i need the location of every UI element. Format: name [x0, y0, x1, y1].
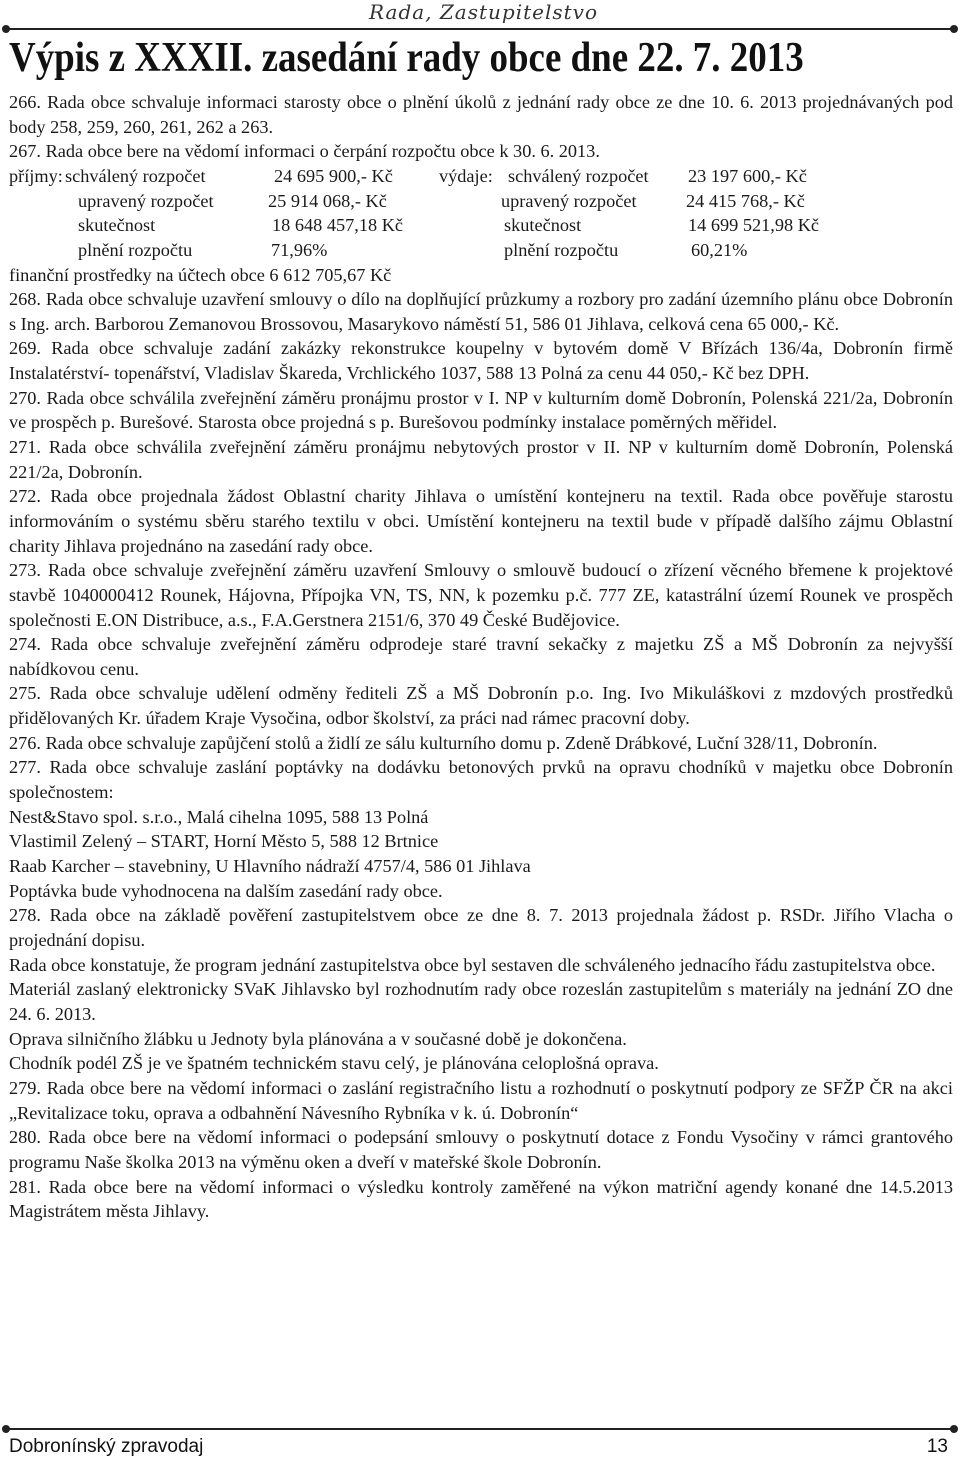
page-title: Výpis z XXXII. zasedání rady obce dne 22. 7. 2013: [9, 35, 804, 81]
expense-adjusted-value: 24 415 768,- Kč: [686, 190, 805, 211]
expense-actual-label: skutečnost: [504, 215, 582, 236]
paragraph-273: 273. Rada obce schvaluje zveřejnění záměru uzavření Smlouvy o smlouvě budoucí o zřízení věcného břemene k projektové stavbě 1040000412 Rounek, Hájovna, Přípojka VN, TS, NN, k pozemku p.č. 777 ZE, katastrální území Rounek ve prospěch společnosti E.ON Distribuce, a.s., F.A.Gerstnera 2151/6, 370 49 České Budějovice.: [9, 560, 953, 630]
supplier-3: Raab Karcher – stavebniny, U Hlavního nádraží 4757/4, 586 01 Jihlava: [9, 856, 531, 877]
header-rule-end-left: [2, 25, 10, 33]
paragraph-266: 266. Rada obce schvaluje informaci starosty obce o plnění úkolů z jednání rady obce ze dne 10. 6. 2013 projednávaných pod body 258, 259, 260, 261, 262 a 263.: [9, 92, 953, 137]
supplier-2: Vlastimil Zelený – START, Horní Město 5, 588 12 Brtnice: [9, 831, 439, 852]
paragraph-278-response-4: Chodník podél ZŠ je ve špatném technickém stavu celý, je plánována celoplošná oprava.: [9, 1053, 659, 1074]
paragraph-269: 269. Rada obce schvaluje zadání zakázky rekonstrukce koupelny v bytovém domě V Břízách 136/4a, Dobronín firmě Instalatérství- topenářství, Vladislav Škareda, Vrchlického 1037, 588 13 Polná za cenu 44 050,- Kč bez DPH.: [9, 338, 953, 383]
income-adjusted-label: upravený rozpočet: [78, 190, 214, 211]
page-number: 13: [926, 1436, 948, 1457]
footer-rule: [8, 1428, 952, 1430]
footer-rule-end-right: [950, 1425, 958, 1433]
article-body: [9, 90, 953, 1224]
expense-actual-value: 14 699 521,98 Kč: [688, 215, 820, 236]
header-rule: [8, 28, 952, 30]
paragraph-277: 277. Rada obce schvaluje zaslání poptávky na dodávku betonových prvků na opravu chodníků v majetku obce Dobronín společnostem:: [9, 757, 953, 803]
paragraph-272: 272. Rada obce projednala žádost Oblastní charity Jihlava o umístění kontejneru na textil. Rada obce pověřuje starostu informováním o systému sběru starého textilu v obci. Umístění kontejneru na textil bude v případě dalšího zájmu Oblastní charity Jihlava projednáno na zasedání rady obce.: [9, 486, 953, 556]
paragraph-275: 275. Rada obce schvaluje udělení odměny řediteli ZŠ a MŠ Dobronín p.o. Ing. Ivo Mikuláškovi z mzdových prostředků přidělovaných Kr. úřadem Kraje Vysočina, odbor školství, za práci nad rámec pracovní doby.: [9, 683, 953, 729]
paragraph-280: 280. Rada obce bere na vědomí informaci o podepsání smlouvy o poskytnutí dotace z Fondu Vysočiny v rámci grantového programu Naše školka 2013 na výměnu oken a dveří v mateřské škole Dobronín.: [9, 1127, 953, 1172]
paragraph-278-response-1: Rada obce konstatuje, že program jednání zastupitelstva obce byl sestaven dle schváleného jednacího řádu zastupitelstva obce.: [9, 954, 936, 975]
expense-adjusted-label: upravený rozpočet: [501, 190, 637, 211]
budget-table: [9, 164, 953, 287]
section-label: Rada, Zastupitelstvo: [369, 0, 598, 24]
expense-approved-value: 23 197 600,- Kč: [688, 165, 807, 186]
paragraph-278-response-3: Oprava silničního žlábku u Jednoty byla plánována a v současné době je dokončena.: [9, 1028, 627, 1049]
paragraph-276: 276. Rada obce schvaluje zapůjčení stolů a židlí ze sálu kulturního domu p. Zdeně Drábkové, Luční 328/11, Dobronín.: [9, 732, 878, 753]
income-actual-value: 18 648 457,18 Kč: [272, 215, 404, 236]
income-fulfillment-value: 71,96%: [271, 239, 328, 260]
paragraph-278-response-2: Materiál zaslaný elektronicky SVaK Jihlavsko byl rozhodnutím rady obce rozeslán zastupitelům s materiály na jednání ZO dne 24. 6. 2013.: [9, 979, 953, 1024]
expense-fulfillment-value: 60,21%: [691, 239, 748, 260]
income-actual-label: skutečnost: [78, 215, 156, 236]
expense-fulfillment-label: plnění rozpočtu: [504, 239, 619, 260]
paragraph-267: 267. Rada obce bere na vědomí informaci o čerpání rozpočtu obce k 30. 6. 2013.: [9, 141, 600, 162]
income-approved-value: 24 695 900,- Kč: [274, 165, 393, 186]
supplier-1: Nest&Stavo spol. s.r.o., Malá cihelna 1095, 588 13 Polná: [9, 806, 429, 827]
income-approved-label: schválený rozpočet: [65, 165, 206, 186]
paragraph-271: 271. Rada obce schválila zveřejnění záměru pronájmu nebytových prostor v II. NP v kulturním domě Dobronín, Polenská 221/2a, Dobronín.: [9, 436, 953, 482]
paragraph-281: 281. Rada obce bere na vědomí informaci o výsledku kontroly zaměřené na výkon matriční agendy konané dne 14.5.2013 Magistrátem města Jihlavy.: [9, 1176, 953, 1222]
paragraph-268: 268. Rada obce schvaluje uzavření smlouvy o dílo na doplňující průzkumy a rozbory pro zadání územního plánu obce Dobronín s Ing. arch. Barborou Zemanovou Brossovou, Masarykovo náměstí 51, 586 01 Jihlava, celková cena 65 000,- Kč.: [9, 288, 953, 334]
footer-rule-end-left: [2, 1425, 10, 1433]
income-adjusted-value: 25 914 068,- Kč: [268, 190, 387, 211]
income-fulfillment-label: plnění rozpočtu: [78, 239, 193, 260]
paragraph-274: 274. Rada obce schvaluje zveřejnění záměru odprodeje staré travní sekačky z majetku ZŠ a MŠ Dobronín za nejvyšší nabídkovou cenu.: [9, 634, 953, 679]
header-rule-end-right: [950, 25, 958, 33]
footer-publication: Dobronínský zpravodaj: [9, 1436, 204, 1457]
expense-label: výdaje:: [439, 165, 493, 186]
income-label: příjmy:: [9, 165, 63, 186]
account-funds: finanční prostředky na účtech obce 6 612 705,67 Kč: [9, 264, 392, 285]
paragraph-278: 278. Rada obce na základě pověření zastupitelstvem obce ze dne 8. 7. 2013 projednala žádost p. RSDr. Jiřího Vlacha o projednání dopisu.: [9, 905, 953, 951]
expense-approved-label: schválený rozpočet: [508, 165, 649, 186]
paragraph-277-note: Poptávka bude vyhodnocena na dalším zasedání rady obce.: [9, 880, 443, 901]
paragraph-279: 279. Rada obce bere na vědomí informaci o zaslání registračního listu a rozhodnutí o poskytnutí podpory ze SFŽP ČR na akci „Revitalizace toku, oprava a odbahnění Návesního Rybníka v k. ú. Dobronín“: [9, 1077, 953, 1123]
paragraph-270: 270. Rada obce schválila zveřejnění záměru pronájmu prostor v I. NP v kulturním domě Dobronín, Polenská 221/2a, Dobronín ve prospěch p. Burešové. Starosta obce projedná s p. Burešovou podmínky instalace poměrných měřidel.: [9, 387, 953, 433]
